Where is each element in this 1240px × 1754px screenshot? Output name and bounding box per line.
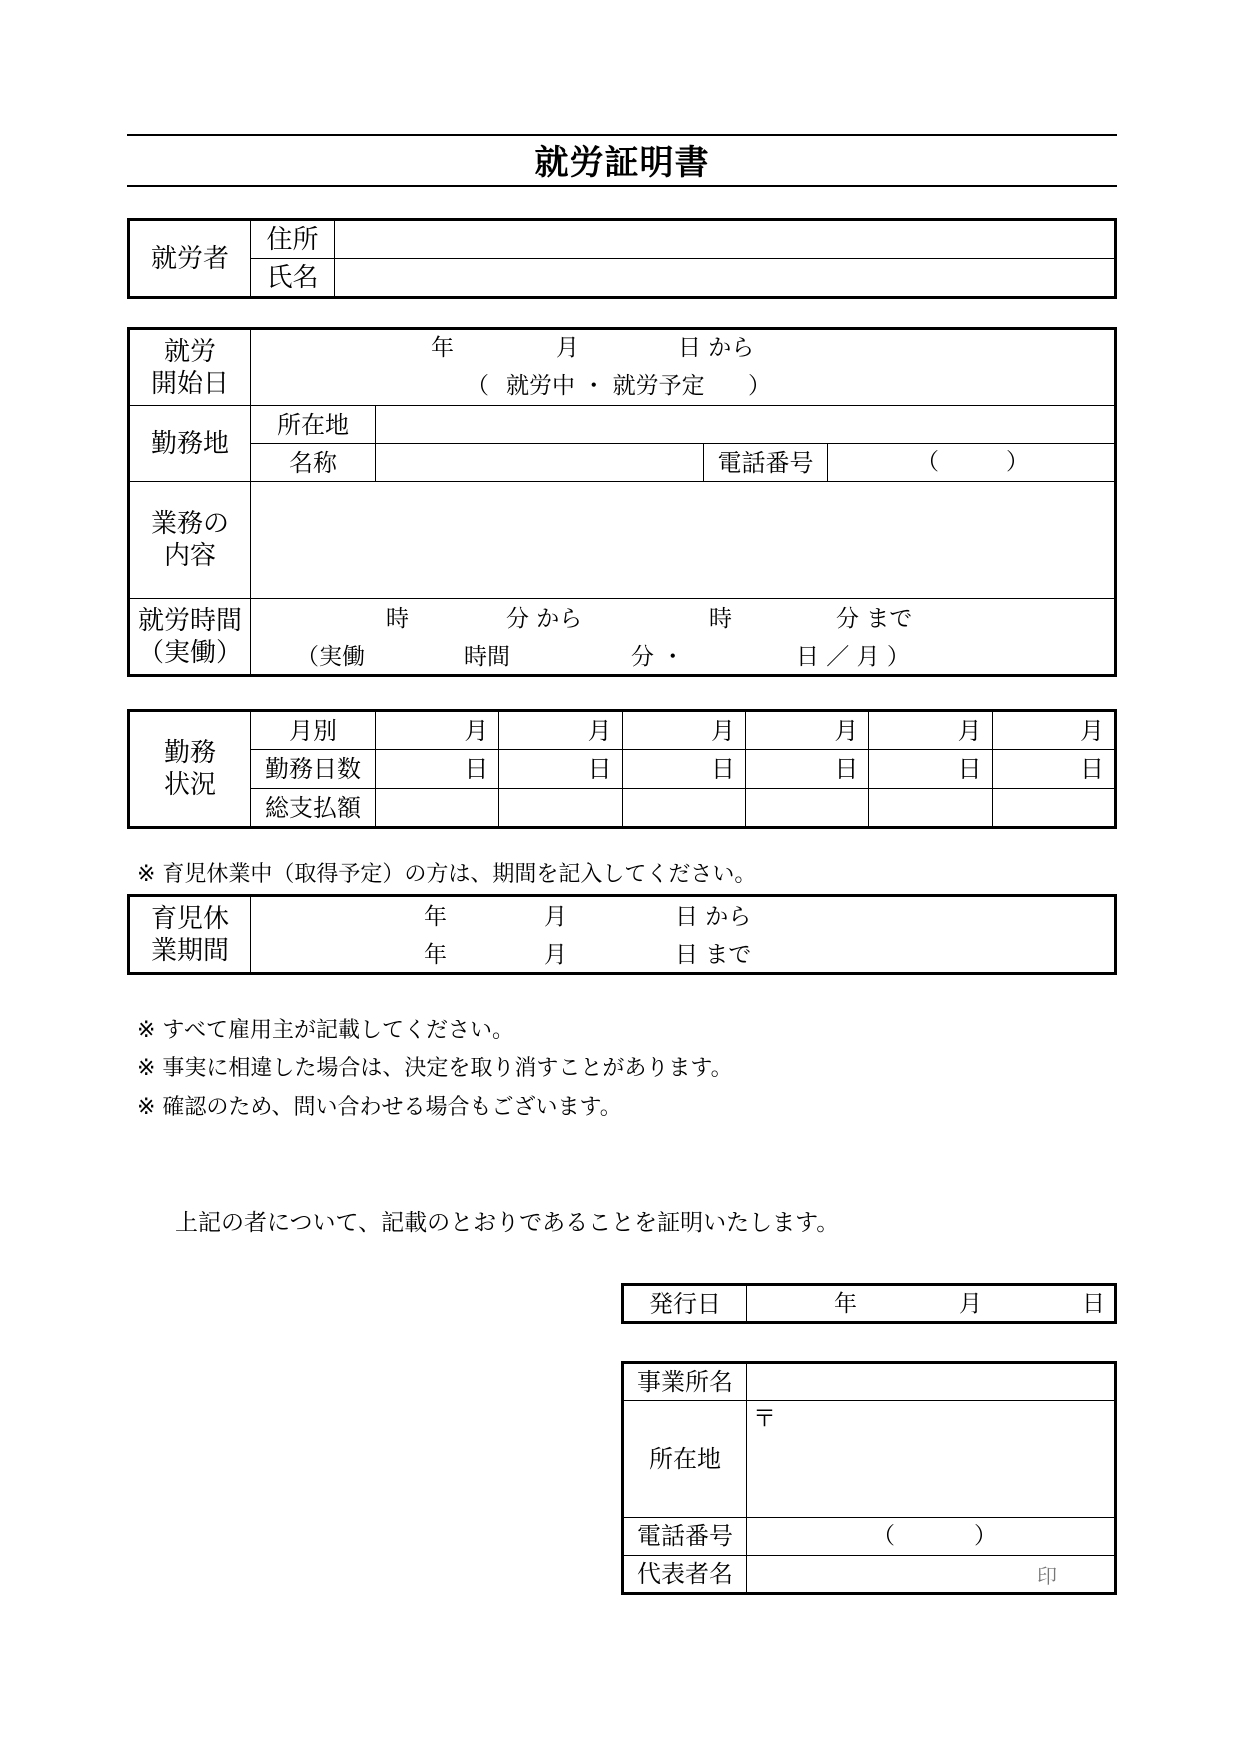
duties-label-line1: 業務の [150, 509, 229, 539]
childcare-start-day: 日 から [675, 904, 752, 930]
attendance-label [129, 711, 251, 828]
office-name-field[interactable] [747, 1363, 1116, 1401]
office-location-field[interactable] [747, 1401, 1116, 1518]
status-close-paren: ） [748, 373, 771, 399]
start-date-field[interactable] [251, 329, 1116, 406]
hours-start-hour: 時 [386, 606, 409, 632]
pay-cell[interactable] [745, 789, 868, 828]
attendance-label-line2: 状況 [163, 770, 216, 800]
actual-days: 日 ／ 月 ） [796, 644, 910, 670]
pay-cell[interactable] [376, 789, 499, 828]
representative-label: 代表者名 [623, 1555, 747, 1593]
workplace-location-field[interactable] [376, 406, 1116, 444]
seal-mark: 印 [1037, 1563, 1057, 1588]
actual-hours: 時間 [464, 644, 510, 670]
month-cell[interactable]: 月 [376, 711, 499, 750]
month-cell[interactable]: 月 [869, 711, 992, 750]
hours-label-line2: （実働） [137, 637, 242, 668]
attendance-label-line1: 勤務 [163, 738, 216, 768]
month-cell[interactable]: 月 [992, 711, 1115, 750]
start-date-label-line1: 就労 [163, 336, 216, 367]
month-cell[interactable]: 月 [622, 711, 745, 750]
hours-end-hour: 時 [709, 606, 732, 632]
days-cell[interactable]: 日 [622, 750, 745, 789]
month-cell[interactable]: 月 [745, 711, 868, 750]
days-cell[interactable]: 日 [376, 750, 499, 789]
hours-field[interactable] [251, 599, 1116, 676]
childcare-start-year: 年 [424, 904, 447, 930]
issue-day-unit: 日 [1082, 1291, 1105, 1317]
duties-label-line2: 内容 [163, 541, 216, 571]
issue-year-unit: 年 [834, 1291, 857, 1317]
start-month-unit: 月 [556, 335, 579, 361]
note-item: ※ すべて雇用主が記載してください。 [137, 1018, 514, 1043]
duties-label [129, 482, 251, 599]
office-phone-open-paren: （ [872, 1522, 895, 1549]
childcare-period-field[interactable] [251, 896, 1116, 974]
childcare-end-year: 年 [424, 942, 447, 968]
start-year-unit: 年 [431, 335, 454, 361]
pay-cell[interactable] [869, 789, 992, 828]
month-row-label: 月別 [251, 711, 376, 750]
workplace-phone-label: 電話番号 [704, 444, 828, 482]
status-open-paren: （ [466, 373, 489, 399]
employment-status-options[interactable]: 就労中 ・ 就労予定 [506, 373, 705, 399]
childcare-note: ※ 育児休業中（取得予定）の方は、期間を記入してください。 [137, 862, 757, 887]
days-cell[interactable]: 日 [745, 750, 868, 789]
worker-label: 就労者 [129, 220, 251, 298]
childcare-table [127, 894, 1117, 975]
phone-close-paren: ） [1006, 449, 1029, 475]
pay-cell[interactable] [992, 789, 1115, 828]
postal-mark: 〒 [753, 1406, 776, 1433]
office-phone-label: 電話番号 [623, 1517, 747, 1555]
childcare-end-day: 日 まで [675, 942, 752, 968]
pay-cell[interactable] [622, 789, 745, 828]
employment-table [127, 327, 1117, 677]
note-item: ※ 事実に相違した場合は、決定を取り消すことがあります。 [137, 1056, 733, 1081]
start-date-label [129, 329, 251, 406]
worker-table [127, 218, 1117, 299]
pay-row-label: 総支払額 [251, 789, 376, 828]
address-label: 住所 [251, 220, 335, 259]
actual-open: （実働 [296, 644, 365, 670]
workplace-name-field[interactable] [376, 444, 704, 482]
certification-statement: 上記の者について、記載のとおりであることを証明いたします。 [175, 1210, 840, 1236]
start-date-label-line2: 開始日 [150, 368, 229, 399]
note-item: ※ 確認のため、問い合わせる場合もございます。 [137, 1095, 622, 1120]
workplace-phone-field[interactable] [828, 444, 1116, 482]
hours-label [129, 599, 251, 676]
issue-date-field[interactable] [747, 1285, 1116, 1323]
start-day-from: 日 から [678, 335, 755, 361]
childcare-label [129, 896, 251, 974]
hours-end-minute: 分 まで [836, 606, 913, 632]
workplace-label: 勤務地 [129, 406, 251, 482]
issue-date-label: 発行日 [623, 1285, 747, 1323]
childcare-label-line1: 育児休 [150, 903, 229, 934]
duties-field[interactable] [251, 482, 1116, 599]
days-cell[interactable]: 日 [992, 750, 1115, 789]
office-phone-field[interactable] [747, 1517, 1116, 1555]
employer-table [621, 1361, 1117, 1595]
issue-date-table [621, 1283, 1117, 1324]
hours-start-minute: 分 から [506, 606, 583, 632]
pay-cell[interactable] [499, 789, 622, 828]
days-cell[interactable]: 日 [869, 750, 992, 789]
issue-month-unit: 月 [959, 1291, 982, 1317]
name-field[interactable] [335, 259, 1116, 298]
hours-label-line1: 就労時間 [137, 605, 242, 636]
office-name-label: 事業所名 [623, 1363, 747, 1401]
childcare-label-line2: 業期間 [150, 935, 229, 966]
month-cell[interactable]: 月 [499, 711, 622, 750]
phone-open-paren: （ [916, 449, 939, 475]
childcare-end-month: 月 [544, 942, 567, 968]
office-location-label: 所在地 [623, 1401, 747, 1518]
childcare-start-month: 月 [544, 904, 567, 930]
title-rule-bottom [127, 185, 1117, 187]
document-title: 就労証明書 [534, 143, 710, 183]
title-rule-top [127, 134, 1117, 136]
office-phone-close-paren: ） [974, 1522, 997, 1549]
address-field[interactable] [335, 220, 1116, 259]
actual-minutes: 分 ・ [631, 644, 685, 670]
attendance-table [127, 709, 1117, 829]
days-cell[interactable]: 日 [499, 750, 622, 789]
days-row-label: 勤務日数 [251, 750, 376, 789]
representative-field[interactable] [747, 1555, 1116, 1593]
workplace-name-label: 名称 [251, 444, 376, 482]
name-label: 氏名 [251, 259, 335, 298]
workplace-location-label: 所在地 [251, 406, 376, 444]
